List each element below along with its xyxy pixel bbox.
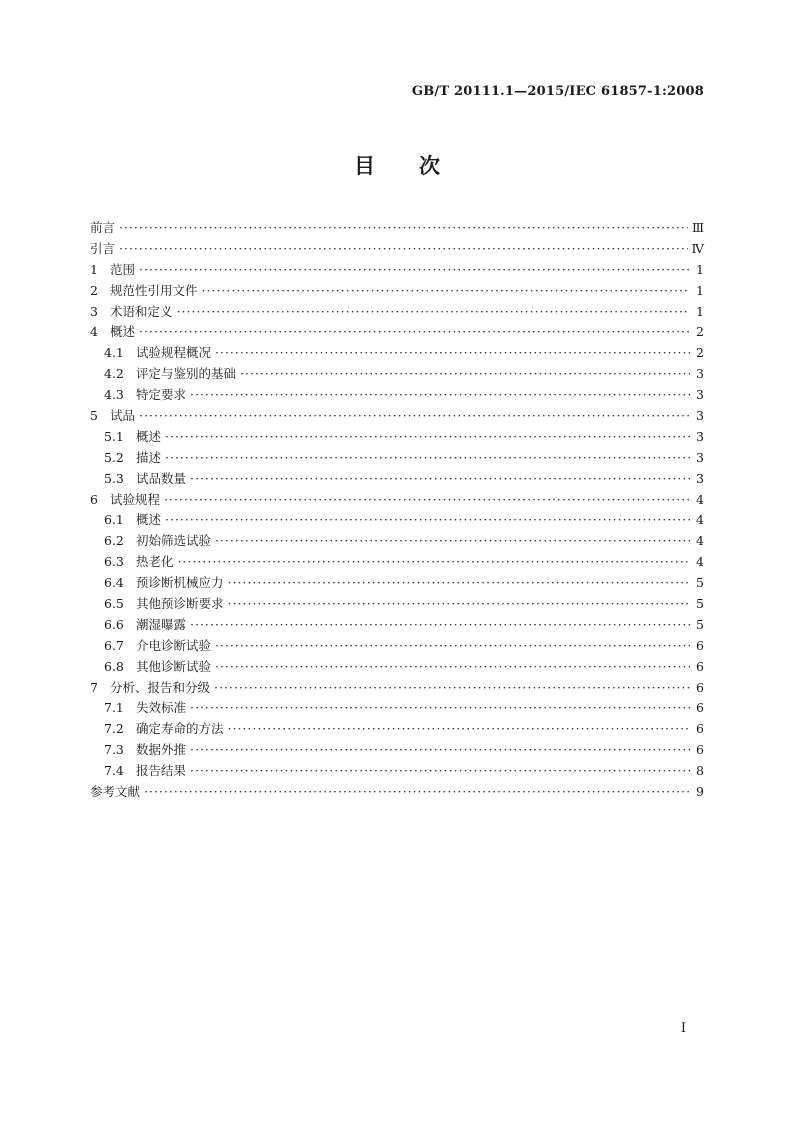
toc-entry[interactable] [90,427,704,448]
dot-leader [119,218,688,239]
toc-entry-number: 6.8 [104,658,124,674]
toc-entry[interactable] [90,281,704,302]
toc-entry-number: 7.2 [104,721,124,737]
dot-leader [190,615,690,636]
toc-entry-title: 报告结果 [136,763,187,779]
toc-entry-number: 5.1 [104,428,124,444]
toc-entry[interactable] [90,615,704,636]
toc-entry[interactable] [90,552,704,573]
toc-entry-page: 6 [696,637,704,653]
toc-entry-title: 其他诊断试验 [136,658,212,674]
toc-entry-number: 6 [90,491,98,507]
toc-entry-page: 6 [696,700,704,716]
toc-entry-number: 6.5 [104,596,124,612]
title-char-2: 次 [419,153,440,178]
toc-entry[interactable] [90,260,704,281]
toc-entry[interactable] [90,364,704,385]
toc-entry-title: 参考文献 [90,784,141,800]
dot-leader [190,740,690,761]
dot-leader [215,657,690,678]
dot-leader [215,636,690,657]
dot-leader [228,594,690,615]
toc-entry[interactable] [90,698,704,719]
toc-entry-number: 6.3 [104,554,124,570]
dot-leader [165,448,690,469]
toc-entry-title: 特定要求 [136,387,187,403]
toc-entry[interactable] [90,573,704,594]
toc-entry-title: 试品 [110,408,136,424]
toc-entry-title: 概述 [136,512,162,528]
toc-entry-number: 2 [90,282,98,298]
toc-entry-number: 5.2 [104,449,124,465]
toc-entry[interactable] [90,385,704,406]
toc-entry-number: 5 [90,408,98,424]
toc-entry-number: 7.3 [104,742,124,758]
toc-entry-title: 初始筛选试验 [136,533,212,549]
toc-entry-title: 术语和定义 [110,303,173,319]
toc-entry-page: 6 [696,742,704,758]
toc-entry-number: 4.1 [104,345,124,361]
toc-entry-title: 试验规程概况 [136,345,212,361]
dot-leader [202,281,690,302]
dot-leader [139,260,690,281]
toc-entry-title: 引言 [90,240,116,256]
dot-leader [165,427,690,448]
toc-entry-page: 3 [696,449,704,465]
toc-entry-page: 5 [696,596,704,612]
toc-entry-number: 7.1 [104,700,124,716]
table-of-contents [90,218,704,803]
toc-entry-number: 7 [90,679,98,695]
toc-entry-page: 5 [696,575,704,591]
toc-entry-number: 1 [90,261,98,277]
toc-entry-page: 4 [696,554,704,570]
page-number: I [680,1021,686,1036]
toc-entry-number: 4.2 [104,366,124,382]
dot-leader [214,678,690,699]
standard-number-header: GB/T 20111.1—2015/IEC 61857-1:2008 [411,84,704,99]
toc-entry[interactable] [90,510,704,531]
toc-entry-page: 1 [696,261,704,277]
toc-entry[interactable] [90,239,704,260]
toc-entry-page: Ⅳ [691,240,704,256]
toc-entry-page: 2 [696,345,704,361]
toc-entry[interactable] [90,322,704,343]
toc-entry[interactable] [90,782,704,803]
toc-entry-number: 4.3 [104,387,124,403]
dot-leader [139,406,690,427]
toc-entry[interactable] [90,343,704,364]
toc-entry-title: 概述 [136,428,162,444]
toc-entry-number: 3 [90,303,98,319]
toc-entry[interactable] [90,448,704,469]
dot-leader [139,322,690,343]
dot-leader [240,364,690,385]
toc-entry-title: 前言 [90,220,116,235]
toc-entry-page: 3 [696,428,704,444]
toc-entry-page: 9 [696,784,704,800]
toc-entry-number: 6.7 [104,637,124,653]
dot-leader [190,761,690,782]
dot-leader [228,719,690,740]
toc-entry[interactable] [90,636,704,657]
toc-entry-number: 4 [90,324,98,340]
toc-entry-number: 6.2 [104,533,124,549]
toc-entry-title: 介电诊断试验 [136,637,212,653]
toc-entry-title: 概述 [110,324,136,340]
toc-entry-page: 4 [696,533,704,549]
toc-entry-page: 3 [696,387,704,403]
toc-entry-title: 评定与鉴别的基础 [136,366,237,382]
toc-entry[interactable] [90,531,704,552]
toc-entry-title: 潮湿曝露 [136,616,187,632]
toc-entry[interactable] [90,740,704,761]
toc-entry-title: 预诊断机械应力 [136,575,224,591]
dot-leader [190,385,690,406]
toc-entry-page: 4 [696,491,704,507]
dot-leader [165,510,690,531]
toc-entry-page: 5 [696,616,704,632]
toc-entry-page: 4 [696,512,704,528]
toc-entry-title: 试验规程 [110,491,161,507]
page-title [0,150,794,180]
toc-entry-number: 5.3 [104,470,124,486]
toc-entry-number: 6.4 [104,575,124,591]
toc-entry-title: 范围 [110,261,136,277]
title-char-1: 目 [354,153,375,178]
toc-entry[interactable] [90,761,704,782]
toc-entry-page: 8 [696,763,704,779]
toc-entry-page: 3 [696,408,704,424]
dot-leader [228,573,690,594]
toc-entry[interactable] [90,406,704,427]
dot-leader [119,239,687,260]
toc-entry-page: 1 [696,303,704,319]
dot-leader [164,490,690,511]
toc-entry[interactable] [90,678,704,699]
dot-leader [177,302,690,323]
toc-entry[interactable] [90,490,704,511]
toc-entry-title: 描述 [136,449,162,465]
toc-entry-title: 规范性引用文件 [110,282,198,298]
toc-entry-title: 热老化 [136,554,174,570]
toc-entry-number: 7.4 [104,763,124,779]
toc-entry[interactable] [90,302,704,323]
toc-entry-number: 6.1 [104,512,124,528]
toc-entry[interactable] [90,218,704,239]
toc-entry-title: 确定寿命的方法 [136,721,224,737]
dot-leader [144,782,690,803]
toc-entry[interactable] [90,594,704,615]
toc-entry-page: 6 [696,658,704,674]
toc-entry-page: 6 [696,721,704,737]
dot-leader [215,531,690,552]
toc-entry-number: 6.6 [104,616,124,632]
toc-entry[interactable] [90,719,704,740]
toc-entry-title: 分析、报告和分级 [110,679,211,695]
dot-leader [178,552,690,573]
toc-entry-page: 3 [696,470,704,486]
dot-leader [190,698,690,719]
toc-entry-page: Ⅲ [691,220,704,235]
toc-entry-title: 试品数量 [136,470,187,486]
toc-entry-title: 其他预诊断要求 [136,596,224,612]
toc-entry-title: 失效标准 [136,700,187,716]
toc-entry-page: 3 [696,366,704,382]
dot-leader [215,343,690,364]
toc-entry-page: 2 [696,324,704,340]
toc-entry-title: 数据外推 [136,742,187,758]
toc-entry[interactable] [90,469,704,490]
toc-entry-page: 1 [696,282,704,298]
toc-entry[interactable] [90,657,704,678]
dot-leader [190,469,690,490]
toc-entry-page: 6 [696,679,704,695]
